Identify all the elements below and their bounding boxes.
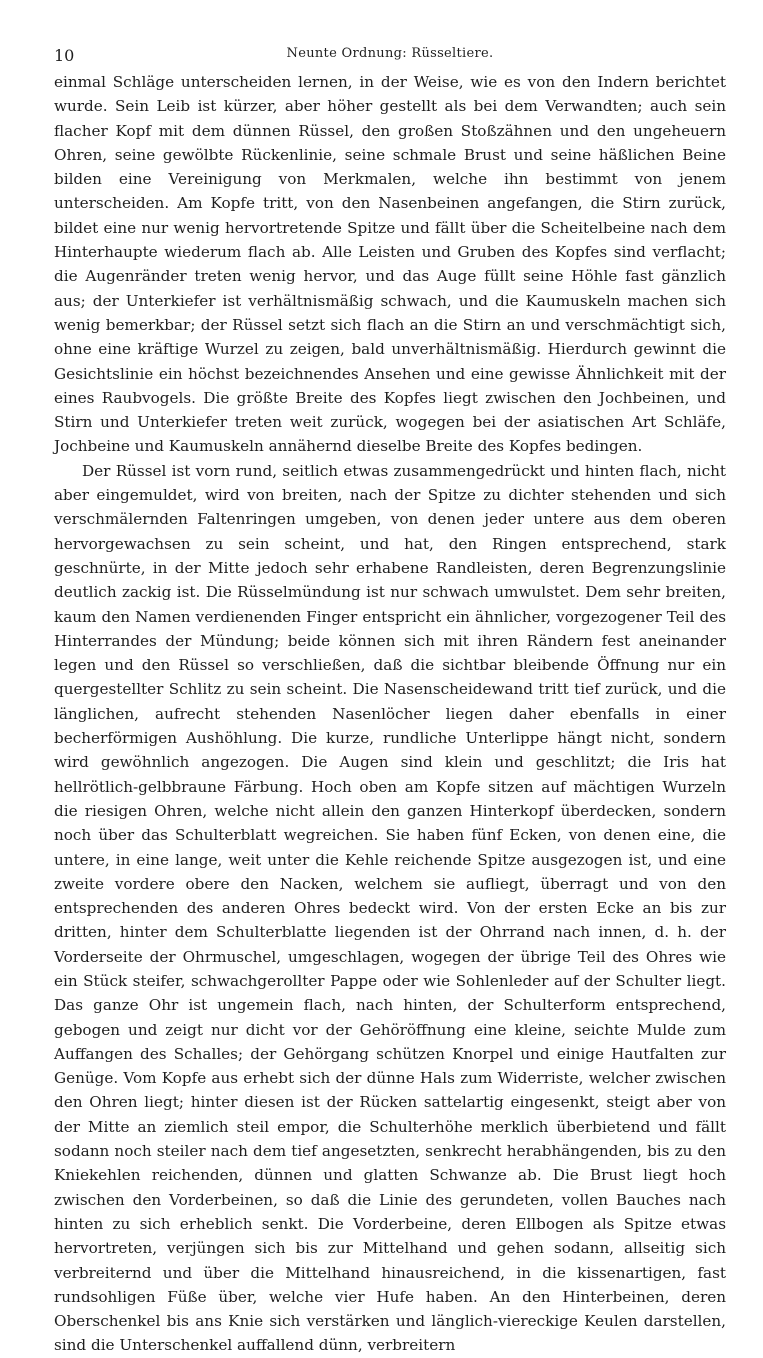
paragraph-continued: einmal Schläge unterscheiden lernen, in der Weise, wie es von den Indern berichtet wurde. Sein Leib ist kürzer, aber höher gestellt als bei dem Verwandten; auch sein flacher Kopf mit dem dünnen Rüssel, den großen Stoßzähnen und den ungeheuern Ohren, seine gewölbte Rückenlinie, seine schmale Brust und seine häßlichen Beine bilden eine Vereinigung von Merkmalen, welche ihn bestimmt von jenem unterscheiden. Am Kopfe tritt, von den Nasenbeinen angefangen, die Stirn zurück, bildet eine nur wenig hervortretende Spitze und fällt über die Scheitelbeine nach dem Hinterhaupte wiederum flach ab. Alle Leisten und Gruben des Kopfes sind verflacht; die Augenränder treten wenig hervor, und das Auge füllt seine Höhle fast gänzlich aus; der Unterkiefer ist verhältnismäßig schwach, und die Kaumuskeln machen sich wenig bemerkbar; der Rüssel setzt sich flach an die Stirn an und verschmächtigt sich, ohne eine kräftige Wurzel zu zeigen, bald unverhältnismäßig. Hierdurch gewinnt die Gesichtslinie ein höchst bezeichnendes Ansehen und eine gewisse Ähnlichkeit mit der eines Raubvogels. Die größte Breite des Kopfes liegt zwischen den Jochbeinen, und Stirn und Unterkiefer treten weit zurück, wogegen bei der asiatischen Art Schläfe, Jochbeine und Kaumuskeln annähernd dieselbe Breite des Kopfes bedingen.	[54, 73, 726, 456]
body-text	[54, 70, 726, 1358]
paragraph-trunk-description: Der Rüssel ist vorn rund, seitlich etwas zusammengedrückt und hinten flach, nicht aber eingemuldet, wird von breiten, nach der Spitze zu dichter stehenden und sich verschmälernden Faltenringen umgeben, von denen jeder untere aus dem oberen hervorgewachsen zu sein scheint, und hat, den Ringen entsprechend, stark geschnürte, in der Mitte jedoch sehr erhabene Randleisten, deren Begrenzungslinie deutlich zackig ist. Die Rüsselmündung ist nur schwach umwulstet. Dem sehr breiten, kaum den Namen verdienenden Finger entspricht ein ähnlicher, vorgezogener Teil des Hinterrandes der Mündung; beide können sich mit ihren Rändern fest aneinander legen und den Rüssel so verschließen, daß die sichtbar bleibende Öffnung nur ein quergestellter Schlitz zu sein scheint. Die Nasenscheidewand tritt tief zurück, und die länglichen, aufrecht stehenden Nasenlöcher liegen daher ebenfalls in einer becherförmigen Aushöhlung. Die kurze, rundliche Unterlippe hängt nicht, sondern wird gewöhnlich angezogen. Die Augen sind klein und geschlitzt; die Iris hat hellrötlich-gelbbraune Färbung. Hoch oben am Kopfe sitzen auf mächtigen Wurzeln die riesigen Ohren, welche nicht allein den ganzen Hinterkopf überdecken, sondern noch über das Schulterblatt wegreichen. Sie haben fünf Ecken, von denen eine, die untere, in eine lange, weit unter die Kehle reichende Spitze ausgezogen ist, und eine zweite vordere obere den Nacken, welchem sie aufliegt, überragt und von den entsprechenden des anderen Ohres bedeckt wird. Von der ersten Ecke an bis zur dritten, hinter dem Schulterblatte liegenden ist der Ohrrand nach innen, d. h. der Vorderseite der Ohrmuschel, umgeschlagen, wogegen der übrige Teil des Ohres wie ein Stück steifer, schwachgerollter Pappe oder wie Sohlenleder auf der Schulter liegt. Das ganze Ohr ist ungemein flach, nach hinten, der Schulterform entsprechend, gebogen und zeigt nur dicht vor der Gehöröffnung eine kleine, seichte Mulde zum Auffangen des Schalles; der Gehörgang schützen Knorpel und einige Hautfalten zur Genüge. Vom Kopfe aus erhebt sich der dünne Hals zum Widerriste, welcher zwischen den Ohren liegt; hinter diesen ist der Rücken sattelartig eingesenkt, steigt aber von der Mitte an ziemlich steil empor, die Schulterhöhe merklich überbietend und fällt sodann noch steiler nach dem tief angesetzten, senkrecht herabhängenden, bis zu den Kniekehlen reichenden, dünnen und glatten Schwanze ab. Die Brust liegt hoch zwischen den Vorderbeinen, so daß die Linie des gerundeten, vollen Bauches nach hinten zu sich erheblich senkt. Die Vorderbeine, deren Ellbogen als Spitze etwas hervortreten, verjüngen sich bis zur Mittelhand und gehen sodann, allseitig sich verbreiternd und über die Mittelhand hinausreichend, in die kissenartigen, fast rundsohligen Füße über, welche vier Hufe haben. An den Hinterbeinen, deren Oberschenkel bis ans Knie sich verstärken und länglich-viereckige Keulen darstellen, sind die Unterschenkel auffallend dünn, verbreitern	[54, 461, 726, 1355]
running-head	[54, 42, 726, 70]
page	[54, 42, 726, 1358]
running-title: Neunte Ordnung: Rüsseltiere.	[286, 46, 494, 61]
page-number: 10	[54, 46, 75, 65]
